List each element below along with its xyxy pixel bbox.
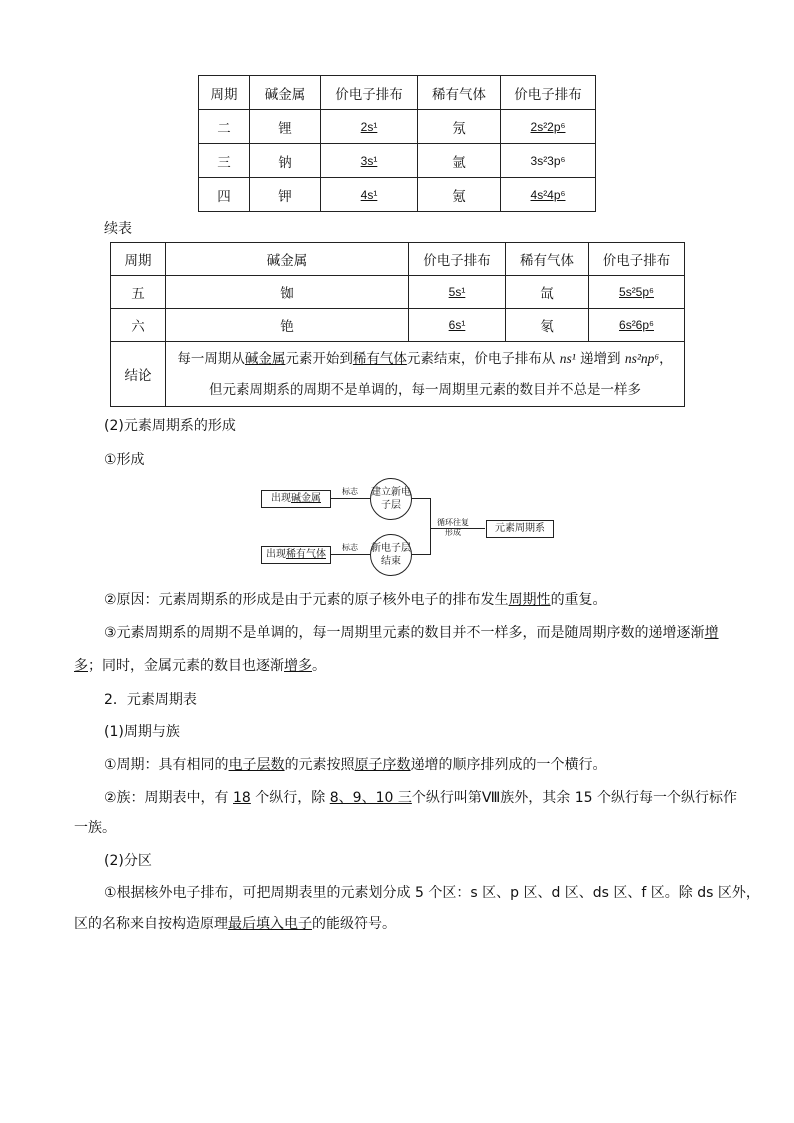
conclusion-row — [111, 342, 685, 407]
config-cell — [501, 178, 596, 212]
text-run: 递增到 — [575, 350, 625, 367]
config-value: 6s¹ — [448, 318, 466, 332]
period-cell: 六 — [111, 309, 166, 342]
period-cell: 五 — [111, 276, 166, 309]
box-periodic-system: 元素周期系 — [486, 520, 554, 538]
text-run: 个纵行叫第Ⅷ族外，其余 15 个纵行每一个纵行标作 — [411, 790, 737, 806]
text-run: 区的名称来自按构造原理 — [74, 916, 228, 932]
subsection-period-group: (1)周期与族 — [104, 724, 180, 740]
conclusion-cell — [166, 342, 685, 407]
config-value: 3s²3p⁶ — [530, 153, 566, 168]
valence-table-part2 — [110, 242, 685, 407]
config-cell — [321, 178, 418, 212]
text-run: ②族：周期表中，有 — [104, 790, 234, 806]
group-definition-line1 — [104, 788, 737, 808]
text-run: 递增的顺序排列成的一个横行。 — [410, 757, 607, 773]
header-cell: 碱金属 — [250, 76, 321, 110]
noble-cell: 氩 — [418, 144, 501, 178]
table-row — [199, 144, 596, 178]
config-cell — [501, 144, 596, 178]
box-text-underlined: 碱金属 — [291, 493, 321, 504]
config-value: 5s¹ — [448, 285, 466, 299]
config-value: 4s²4p⁶ — [530, 187, 566, 202]
table-row — [199, 110, 596, 144]
config-cell — [589, 309, 685, 342]
alkali-cell: 钠 — [250, 144, 321, 178]
config-cell — [409, 309, 506, 342]
conclusion-line1 — [166, 343, 684, 375]
point3-line2 — [74, 656, 326, 676]
table-caption: 续表 — [104, 221, 132, 237]
text-run: ③元素周期系的周期不是单调的，每一周期里元素的数目并不一样多，而是随周期序数的递增逐渐 — [104, 625, 705, 641]
arrow-label: 标志 — [342, 543, 358, 552]
text-run: 每一周期从 — [177, 350, 245, 367]
answer-text: 原子序数 — [354, 757, 411, 773]
valence-table-part1 — [198, 75, 596, 212]
text-run: 的重复。 — [550, 592, 607, 608]
config-value: 2s¹ — [360, 119, 378, 134]
text-run: ；同时，金属元素的数目也逐渐 — [88, 658, 284, 674]
config-value: 4s¹ — [360, 187, 378, 202]
text-run: ①周期：具有相同的 — [104, 757, 229, 773]
connector-line — [430, 498, 431, 555]
header-cell: 碱金属 — [166, 243, 409, 276]
formula-text: ns¹ — [559, 350, 576, 366]
text-run: 元素开始到 — [285, 350, 353, 367]
header-cell: 周期 — [111, 243, 166, 276]
reason-paragraph — [104, 590, 607, 610]
config-cell — [501, 110, 596, 144]
box-text: 出现 — [271, 493, 291, 504]
merge-label: 循环往复形成 — [437, 518, 469, 537]
zone-paragraph-line2 — [74, 914, 396, 934]
period-definition — [104, 755, 607, 775]
circle-shell-end: 新电子层结束 — [370, 534, 412, 576]
subsection-zones: (2)分区 — [104, 853, 152, 869]
arrow-label: 标志 — [342, 487, 358, 496]
point3-line1 — [104, 623, 719, 643]
formula-text: ns²np⁶ — [624, 350, 660, 366]
box-noble-appears — [261, 546, 331, 564]
table-header-row — [199, 76, 596, 110]
alkali-cell: 锂 — [250, 110, 321, 144]
text-run: 的元素按照 — [284, 757, 355, 773]
section-heading-periodic-table: 2．元素周期表 — [104, 692, 197, 708]
connector-line — [412, 498, 430, 499]
config-cell — [409, 276, 506, 309]
period-cell: 二 — [199, 110, 250, 144]
header-cell: 稀有气体 — [418, 76, 501, 110]
box-text: 出现 — [266, 549, 286, 560]
box-alkali-appears — [261, 490, 331, 508]
period-cell: 四 — [199, 178, 250, 212]
text-run: 。 — [312, 658, 326, 674]
config-value: 2s²2p⁶ — [530, 119, 566, 134]
config-value: 5s²5p⁶ — [619, 285, 654, 299]
config-value: 6s²6p⁶ — [619, 318, 654, 332]
answer-text: 周期性 — [508, 592, 551, 608]
config-cell — [589, 276, 685, 309]
answer-text: 最后填入电子 — [228, 916, 312, 932]
answer-text: 增多 — [284, 658, 312, 674]
answer-text: 稀有气体 — [352, 350, 407, 367]
period-cell: 三 — [199, 144, 250, 178]
text-run: ， — [659, 350, 673, 367]
noble-cell: 氡 — [506, 309, 589, 342]
text-run: 个纵行，除 — [250, 790, 330, 806]
group-definition-line2: 一族。 — [74, 820, 116, 836]
config-cell — [321, 110, 418, 144]
header-cell: 价电子排布 — [589, 243, 685, 276]
table-row — [111, 309, 685, 342]
circle-new-shell: 建立新电子层 — [370, 478, 412, 520]
conclusion-line2: 但元素周期系的周期不是单调的，每一周期里元素的数目并不总是一样多 — [209, 381, 641, 398]
text-run: 元素结束，价电子排布从 — [406, 350, 560, 367]
text-run: 的能级符号。 — [312, 916, 396, 932]
arrow-line — [330, 498, 370, 499]
answer-text: 8、9、10 三 — [329, 790, 412, 806]
header-cell: 周期 — [199, 76, 250, 110]
table-header-row — [111, 243, 685, 276]
table-row — [199, 178, 596, 212]
table-row — [111, 276, 685, 309]
noble-cell: 氙 — [506, 276, 589, 309]
text-run: ②原因：元素周期系的形成是由于元素的原子核外电子的排布发生 — [104, 592, 509, 608]
alkali-cell: 铯 — [166, 309, 409, 342]
conclusion-label: 结论 — [111, 342, 166, 407]
header-cell: 价电子排布 — [321, 76, 418, 110]
config-value: 3s¹ — [360, 153, 378, 168]
alkali-cell: 铷 — [166, 276, 409, 309]
header-cell: 价电子排布 — [409, 243, 506, 276]
zone-paragraph-line1: ①根据核外电子排布，可把周期表里的元素划分成 5 个区：s 区、p 区、d 区、ds 区、f 区。除 ds 区外， — [104, 885, 760, 901]
config-cell — [321, 144, 418, 178]
section-heading-formation: (2)元素周期系的形成 — [104, 418, 236, 434]
answer-text: 18 — [233, 790, 251, 806]
answer-text: 碱金属 — [244, 350, 286, 367]
header-cell: 稀有气体 — [506, 243, 589, 276]
box-text-underlined: 稀有气体 — [286, 549, 326, 560]
connector-line — [412, 554, 430, 555]
header-cell: 价电子排布 — [501, 76, 596, 110]
answer-text: 电子层数 — [228, 757, 285, 773]
answer-text: 增 — [704, 625, 719, 641]
formation-flow-diagram — [258, 470, 558, 580]
arrow-line — [330, 554, 370, 555]
alkali-cell: 钾 — [250, 178, 321, 212]
noble-cell: 氖 — [418, 110, 501, 144]
formation-label: ①形成 — [104, 452, 145, 468]
noble-cell: 氪 — [418, 178, 501, 212]
answer-text: 多 — [74, 658, 88, 674]
